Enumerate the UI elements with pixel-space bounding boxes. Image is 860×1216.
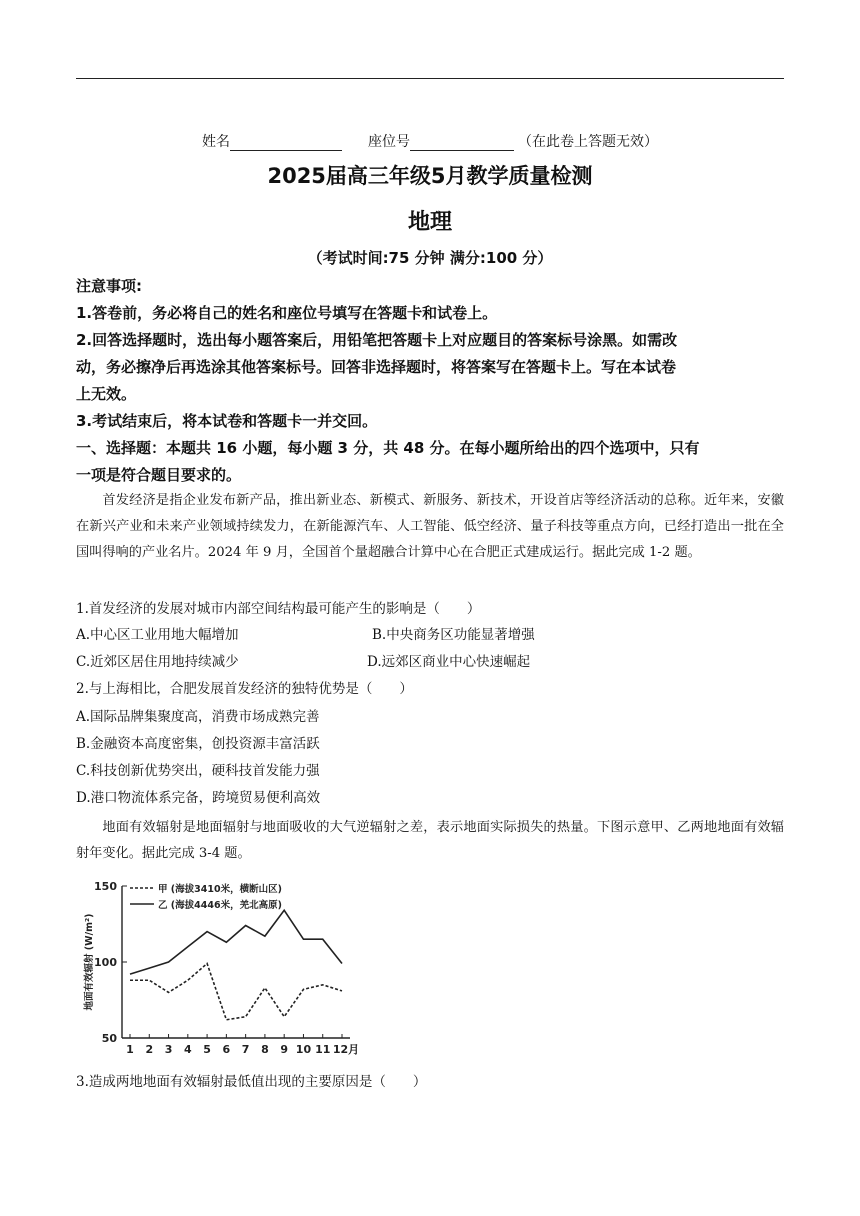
name-label: 姓名 — [202, 134, 230, 150]
notice-item-2-line-1: 2.回答选择题时，选出每小题答案后，用铅笔把答题卡上对应题目的答案标号涂黑。如需改 — [76, 331, 678, 349]
q1-option-c[interactable]: C.近郊区居住用地持续减少 — [76, 654, 239, 670]
x-tick-label: 7 — [241, 1043, 250, 1056]
q2-option-b[interactable]: B.金融资本高度密集，创投资源丰富活跃 — [76, 736, 320, 752]
question-1-stem: 1.首发经济的发展对城市内部空间结构最可能产生的影响是（ ） — [76, 601, 481, 617]
x-tick-label: 6 — [222, 1043, 231, 1056]
notice-item-1: 1.答卷前，务必将自己的姓名和座位号填写在答题卡和试卷上。 — [76, 304, 498, 322]
no-answer-note: （在此卷上答题无效） — [518, 134, 658, 150]
x-tick-label: 5 — [203, 1043, 211, 1056]
legend-label: 乙 (海拔4446米，羌北高原) — [158, 900, 282, 911]
y-tick-label: 150 — [94, 880, 117, 893]
notice-item-3: 3.考试结束后，将本试卷和答题卡一并交回。 — [76, 412, 378, 430]
y-tick-label: 50 — [101, 1032, 117, 1045]
question-1-options-row-1 — [76, 622, 784, 648]
name-field[interactable] — [230, 135, 342, 151]
x-tick-label: 1 — [126, 1043, 134, 1056]
q2-option-a[interactable]: A.国际品牌集聚度高，消费市场成熟完善 — [76, 709, 320, 725]
q2-option-c[interactable]: C.科技创新优势突出，硬科技首发能力强 — [76, 763, 320, 779]
question-3-stem: 3.造成两地地面有效辐射最低值出现的主要原因是（ ） — [76, 1074, 427, 1090]
section-heading — [76, 435, 784, 489]
seat-label: 座位号 — [368, 134, 410, 150]
x-tick-label: 11 — [315, 1043, 331, 1056]
y-axis-label: 地面有效辐射 (W/m²) — [84, 913, 95, 1011]
x-tick-label: 4 — [183, 1043, 192, 1056]
section-heading-line-1: 一、选择题：本题共 16 小题，每小题 3 分，共 48 分。在每小题所给出的四个选项中，只有 — [76, 439, 700, 457]
x-tick-label: 8 — [261, 1043, 269, 1056]
radiation-chart — [80, 870, 370, 1060]
series-line-yi — [130, 910, 342, 974]
subject-title: 地理 — [407, 210, 452, 235]
passage-1: 首发经济是指企业发布新产品，推出新业态、新模式、新服务、新技术，开设首店等经济活动的总称。近年来，安徽在新兴产业和未来产业领域持续发力，在新能源汽车、人工智能、低空经济、量子科技等重点方向，已经打造出一批在全国叫得响的产业名片。2024 年 9 月，全国首个量超融合计算中心在合肥正式建成运行。据此完成 1-2 题。 — [76, 493, 784, 560]
question-2-stem: 2.与上海相比，合肥发展首发经济的独特优势是（ ） — [76, 681, 413, 697]
x-tick-label: 2 — [145, 1043, 154, 1056]
section-heading-line-2: 一项是符合题目要求的。 — [76, 466, 242, 484]
q1-option-b[interactable]: B.中央商务区功能显著增强 — [372, 627, 535, 643]
series-line-jia — [130, 964, 342, 1020]
x-tick-label: 9 — [280, 1043, 289, 1056]
student-info-line — [0, 131, 860, 151]
question-1-options-row-2 — [76, 649, 784, 675]
exam-info: （考试时间:75 分钟 满分:100 分） — [307, 249, 553, 267]
x-tick-label: 12月 — [332, 1043, 360, 1056]
legend-label: 甲 (海拔3410米，横断山区) — [158, 884, 282, 895]
notice-item-2-line-3: 上无效。 — [76, 385, 137, 403]
passage-2: 地面有效辐射是地面辐射与地面吸收的大气逆辐射之差，表示地面实际损失的热量。下图示意甲、乙两地地面有效辐射年变化。据此完成 3-4 题。 — [76, 820, 784, 861]
notice-block — [76, 273, 784, 435]
header-rule — [76, 78, 784, 79]
y-tick-label: 100 — [94, 956, 117, 969]
x-tick-label: 10 — [295, 1043, 312, 1056]
exam-title: 2025届高三年级5月教学质量检测 — [267, 164, 593, 188]
notice-item-2-line-2: 动，务必擦净后再选涂其他答案标号。回答非选择题时，将答案写在答题卡上。写在本试卷 — [76, 358, 677, 376]
q1-option-d[interactable]: D.远郊区商业中心快速崛起 — [367, 654, 531, 670]
notice-heading: 注意事项: — [76, 277, 142, 295]
q1-option-a[interactable]: A.中心区工业用地大幅增加 — [76, 627, 239, 643]
x-tick-label: 3 — [164, 1043, 173, 1056]
q2-option-d[interactable]: D.港口物流体系完备，跨境贸易便利高效 — [76, 790, 321, 806]
seat-field[interactable] — [410, 135, 514, 151]
